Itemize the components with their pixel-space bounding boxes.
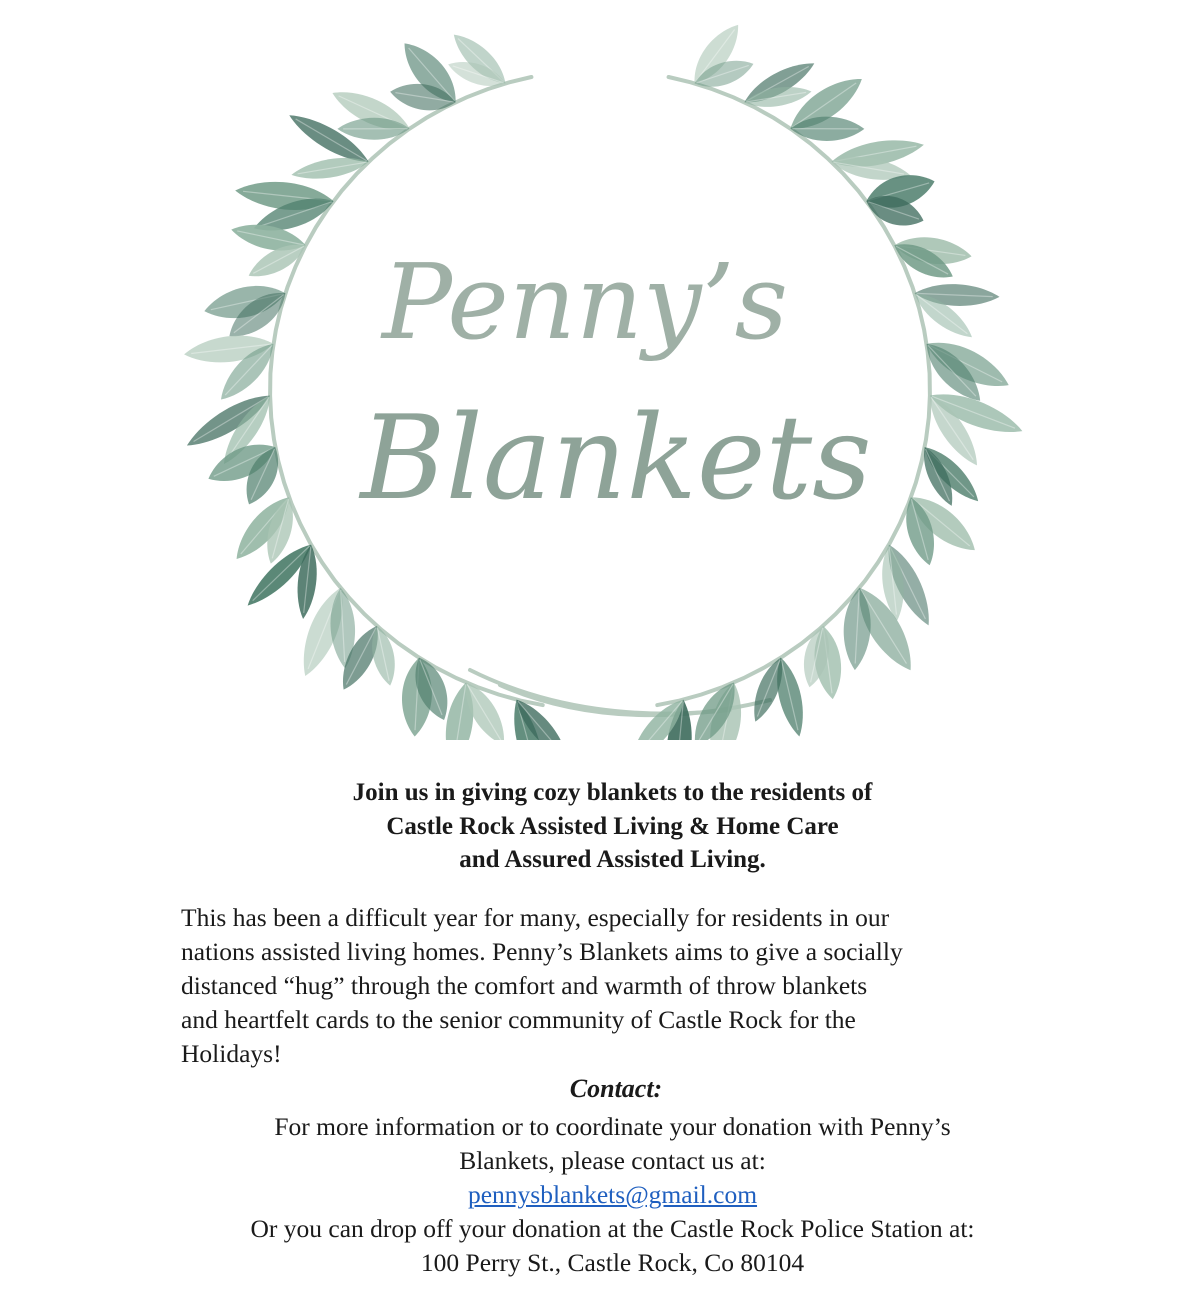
contact-heading: Contact: xyxy=(569,1074,663,1103)
intro-line: and Assured Assisted Living. xyxy=(459,846,766,873)
intro-heading xyxy=(0,776,1200,877)
paragraph-line: distanced “hug” through the comfort and warmth of throw blankets xyxy=(181,971,868,1000)
intro-line: Join us in giving cozy blankets to the residents of xyxy=(352,779,873,806)
address: 100 Perry St., Castle Rock, Co 80104 xyxy=(420,1248,805,1277)
logo-line-1: Penny’s xyxy=(382,241,788,363)
paragraph-line: and heartfelt cards to the senior community of Castle Rock for the xyxy=(181,1005,856,1034)
description-paragraph xyxy=(181,901,1061,1071)
logo-line-2: Blankets xyxy=(360,391,872,526)
contact-info xyxy=(0,1110,1200,1280)
contact-line: Blankets, please contact us at: xyxy=(459,1146,766,1175)
leaf-wreath xyxy=(170,20,1030,740)
paragraph-line: Holidays! xyxy=(181,1039,282,1068)
paragraph-line: This has been a difficult year for many, especially for residents in our xyxy=(181,903,890,932)
paragraph-line: nations assisted living homes. Penny’s Blankets aims to give a socially xyxy=(181,937,903,966)
intro-line: Castle Rock Assisted Living & Home Care xyxy=(386,812,839,840)
pennys-blankets-logo xyxy=(170,20,1030,740)
stem xyxy=(470,670,730,714)
email-link[interactable]: pennysblankets@gmail.com xyxy=(467,1180,758,1209)
contact-line: For more information or to coordinate your donation with Penny’s xyxy=(274,1112,951,1141)
contact-line: Or you can drop off your donation at the Castle Rock Police Station at: xyxy=(250,1214,975,1243)
